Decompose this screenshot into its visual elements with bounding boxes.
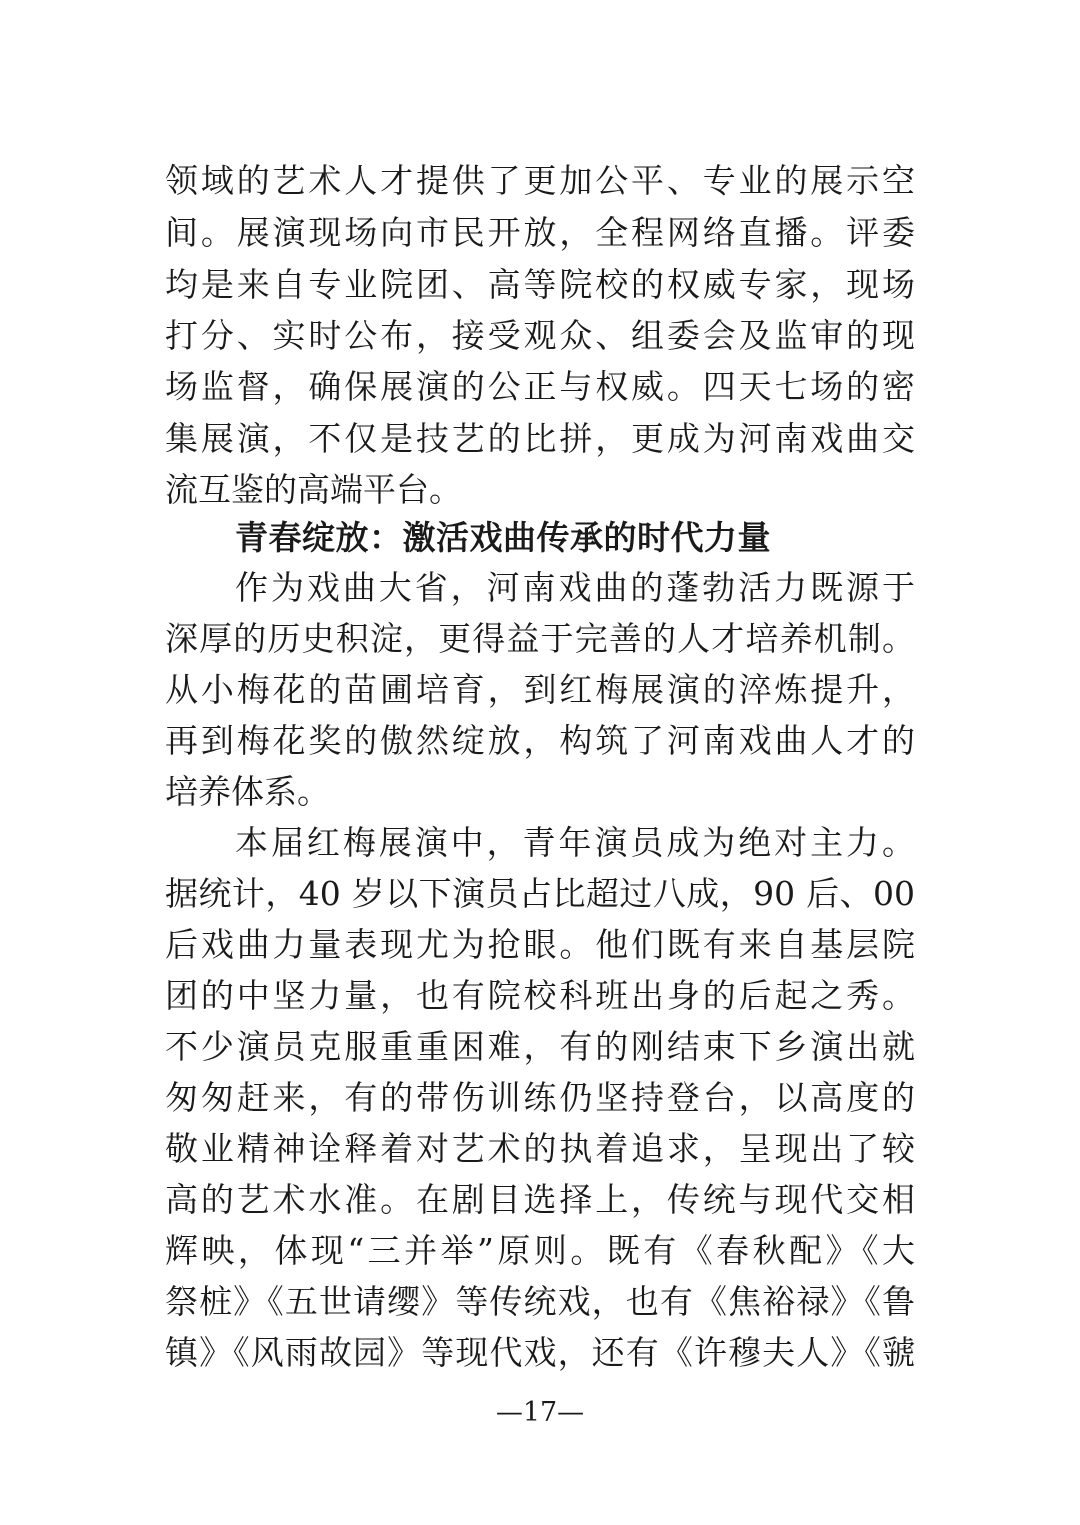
text-line: 作为戏曲大省，河南戏曲的蓬勃活力既源于 [235,568,915,607]
text-line: 深厚的历史积淀，更得益于完善的人才培养机制。 [165,619,915,658]
text-line: 领域的艺术人才提供了更加公平、专业的展示空 [165,161,915,200]
text-line: 集展演，不仅是技艺的比拼，更成为河南戏曲交 [165,419,915,458]
text-line: 高的艺术水准。在剧目选择上，传统与现代交相 [165,1180,915,1219]
text-line: 均是来自专业院团、高等院校的权威专家，现场 [165,265,915,304]
text-line: 培养体系。 [165,772,330,811]
text-line: 间。展演现场向市民开放，全程网络直播。评委 [165,213,915,252]
page-number: —17— [495,1397,585,1428]
text-line: 后戏曲力量表现尤为抢眼。他们既有来自基层院 [165,925,915,964]
text-line: 场监督，确保展演的公正与权威。四天七场的密 [165,367,915,406]
text-line: 敬业精神诠释着对艺术的执着追求，呈现出了较 [165,1129,915,1168]
text-line: 祭桩》《五世请缨》等传统戏，也有《焦裕禄》《鲁 [165,1282,915,1321]
text-line: 辉映，体现“三并举”原则。既有《春秋配》《大 [165,1231,915,1270]
text-line: 流互鉴的高端平台。 [165,470,462,509]
text-line: 再到梅花奖的傲然绽放，构筑了河南戏曲人才的 [165,721,915,760]
text-line: 从小梅花的苗圃培育，到红梅展演的淬炼提升， [165,670,915,709]
section-heading: 青春绽放：激活戏曲传承的时代力量 [235,518,771,557]
text-line: 团的中坚力量，也有院校科班出身的后起之秀。 [165,976,915,1015]
text-line: 本届红梅展演中，青年演员成为绝对主力。 [235,823,915,862]
text-line: 镇》《风雨故园》等现代戏，还有《许穆夫人》《虢 [165,1333,915,1372]
text-line: 打分、实时公布，接受观众、组委会及监审的现 [165,316,915,355]
text-line: 据统计，40 岁以下演员占比超过八成，90 后、00 [165,874,915,913]
text-line: 匆匆赶来，有的带伤训练仍坚持登台，以高度的 [165,1078,915,1117]
text-line: 不少演员克服重重困难，有的刚结束下乡演出就 [165,1027,915,1066]
